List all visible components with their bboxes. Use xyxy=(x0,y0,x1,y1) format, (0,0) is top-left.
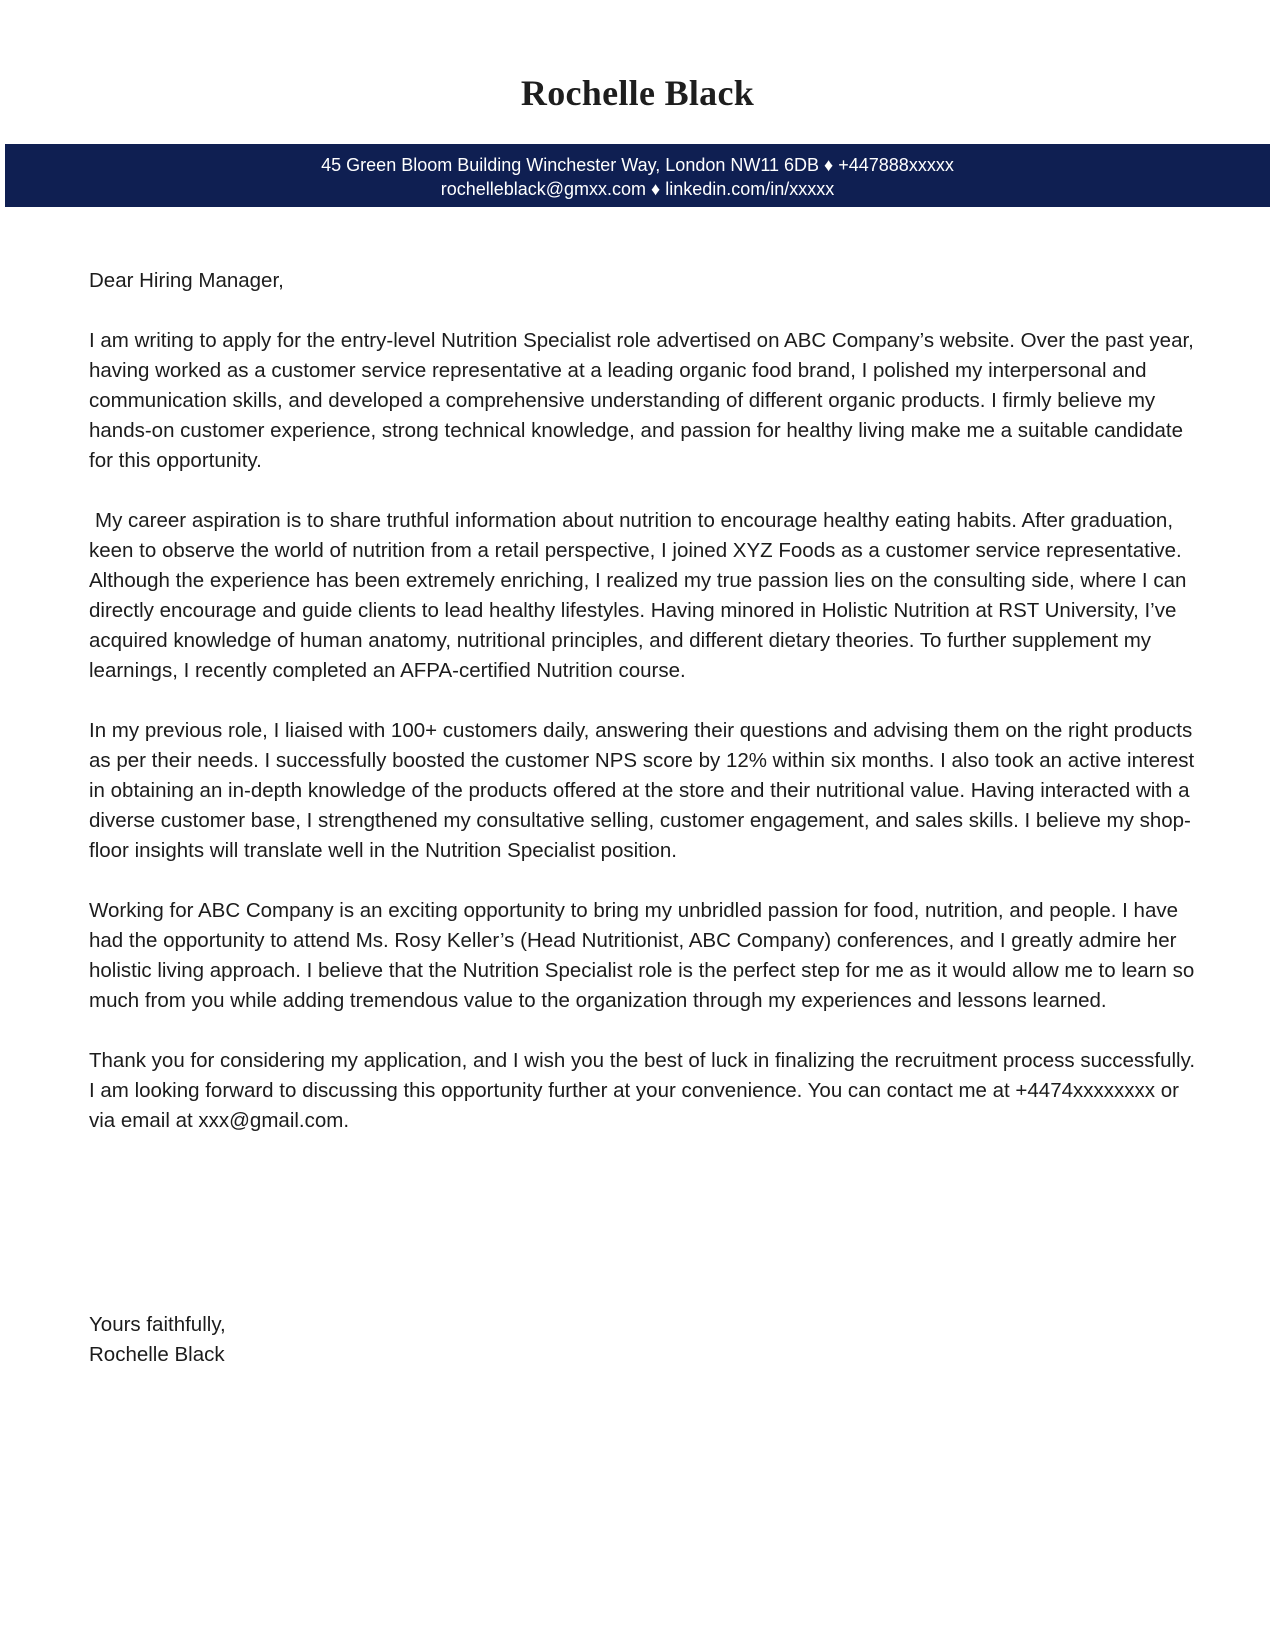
signature-name: Rochelle Black xyxy=(89,1343,225,1366)
contact-address-phone: 45 Green Bloom Building Winchester Way, London NW11 6DB ♦ +447888xxxxx xyxy=(321,155,954,175)
paragraph-career-aspiration: My career aspiration is to share truthful information about nutrition to encourage healthy eating habits. After graduation, keen to observe the world of nutrition from a retail perspective, I joined XYZ Foods as a customer service representative. Although the experience has been extremely enriching, I realized my true passion lies on the consulting side, where I can directly encourage and guide clients to lead healthy lifestyles. Having minored in Holistic Nutrition at RST University, I’ve acquired knowledge of human anatomy, nutritional principles, and different dietary theories. To further supplement my learnings, I recently completed an AFPA-certified Nutrition course. xyxy=(89,509,1187,682)
paragraph-company-interest: Working for ABC Company is an exciting opportunity to bring my unbridled passion for food, nutrition, and people. I have had the opportunity to attend Ms. Rosy Keller’s (Head Nutritionist, ABC Company) conferences, and I greatly admire her holistic living approach. I believe that the Nutrition Specialist role is the perfect step for me as it would allow me to learn so much from you while adding tremendous value to the organization through my experiences and lessons learned. xyxy=(89,899,1195,1012)
closing-block xyxy=(89,1310,226,1370)
salutation: Dear Hiring Manager, xyxy=(89,269,284,292)
paragraph-thank-you: Thank you for considering my application, and I wish you the best of luck in finalizing the recruitment process successfully. I am looking forward to discussing this opportunity further at your convenience. You can contact me at +4474xxxxxxxx or via email at xxx@gmail.com. xyxy=(89,1049,1196,1132)
closing-phrase: Yours faithfully, xyxy=(89,1313,226,1336)
paragraph-intro: I am writing to apply for the entry-level Nutrition Specialist role advertised on ABC Company’s website. Over the past year, having worked as a customer service representative at a leading organic food brand, I polished my interpersonal and communication skills, and developed a comprehensive understanding of different organic products. I firmly believe my hands-on customer experience, strong technical knowledge, and passion for healthy living make me a suitable candidate for this opportunity. xyxy=(89,329,1194,472)
contact-banner xyxy=(5,144,1270,207)
paragraph-previous-role: In my previous role, I liaised with 100+ customers daily, answering their questions and advising them on the right products as per their needs. I successfully boosted the customer NPS score by 12% within six months. I also took an active interest in obtaining an in-depth knowledge of the products offered at the store and their nutritional value. Having interacted with a diverse customer base, I strengthened my consultative selling, customer engagement, and sales skills. I believe my shop-floor insights will translate well in the Nutrition Specialist position. xyxy=(89,719,1195,862)
applicant-name: Rochelle Black xyxy=(520,73,755,113)
letter-body xyxy=(89,266,1199,1166)
contact-email-linkedin: rochelleblack@gmxx.com ♦ linkedin.com/in/xxxxx xyxy=(440,179,835,199)
